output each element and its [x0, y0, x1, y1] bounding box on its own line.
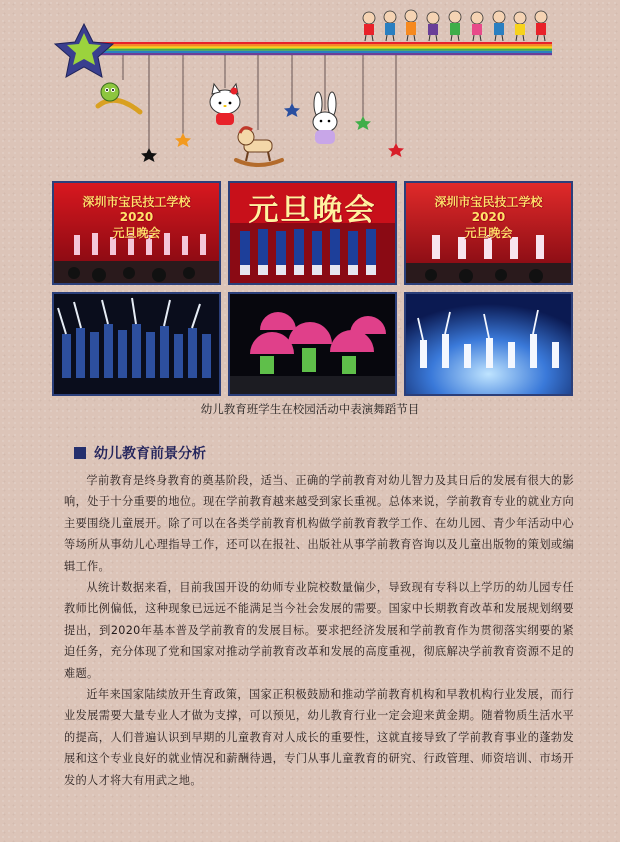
- photo-grid: [52, 181, 573, 403]
- photo-caption: 幼儿教育班学生在校园活动中表演舞蹈节目: [200, 402, 420, 416]
- star-icon: [141, 148, 157, 162]
- performance-photo-3: [404, 181, 573, 285]
- hanging-strings: [123, 55, 396, 150]
- banner-text: 元旦晚会: [248, 193, 377, 228]
- article-body: [64, 470, 574, 791]
- children-parade-icon: [363, 10, 547, 41]
- hello-kitty-icon: [210, 84, 240, 125]
- rocking-horse-icon: [236, 128, 282, 165]
- performance-photo-4: [52, 292, 221, 396]
- star-icon: [355, 116, 371, 130]
- star-icon: [55, 24, 113, 77]
- performance-photo-6: [404, 292, 573, 396]
- performance-photo-2: [228, 181, 397, 285]
- square-bullet-icon: [74, 447, 86, 459]
- rainbow-stripes: [90, 42, 552, 55]
- caterpillar-icon: [98, 83, 140, 112]
- star-icon: [175, 133, 191, 147]
- star-icon: [284, 103, 300, 117]
- photo-row-top: [52, 181, 573, 288]
- banner-text: 深圳市宝民技工学校 2020 元旦晚会: [434, 195, 543, 240]
- section-title: 幼儿教育前景分析: [94, 446, 206, 462]
- paragraph: 学前教育是终身教育的奠基阶段，适当、正确的学前教育对幼儿智力及其日后的发展有很大的影响，处于十分重要的地位。现在学前教育越来越受到家长重视。总体来说，学前教育专业的就业方向主要围绕儿童展开。除了可以在各类学前教育机构做学前教育教学工作、在幼儿园、青少年活动中心等场所从事幼儿心理指导工作，还可以在报社、出版社从事学前教育咨询以及儿童出版物的策划或编辑工作。: [64, 474, 574, 573]
- photo-row-bottom: [52, 292, 573, 399]
- paragraph: 近年来国家陆续放开生育政策，国家正积极鼓励和推动学前教育机构和早教机构行业发展，而行业发展需要大量专业人才做为支撑，可以预见，幼儿教育行业一定会迎来黄金期。随着物质生活水平的提高，人们普遍认识到早期的儿童教育对人成长的重要性，这就直接导致了学前教育事业的蓬勃发展和这个专业良好的就业情况和薪酬待遇，专门从事儿童教育的研究、行政管理、师资培训、市场开发的人才将大有用武之地。: [64, 688, 574, 787]
- paragraph: 从统计数据来看，目前我国开设的幼师专业院校数量偏少，导致现有专科以上学历的幼儿园专任教师比例偏低，这种现象已远远不能满足当今社会发展的需要。国家中长期教育改革和发展规划纲要提出，到2020年基本普及学前教育的发展目标。要求把经济发展和学前教育作为贯彻落实纲要的紧迫任务，充分体现了党和国家对推动学前教育改革和发展的高度重视，彻底解决学前教育资源不足的难题。: [64, 581, 574, 680]
- performance-photo-5: [228, 292, 397, 396]
- header-decoration: [0, 0, 620, 175]
- section-heading: [74, 443, 206, 463]
- star-icon: [388, 143, 404, 157]
- performance-photo-1: [52, 181, 221, 285]
- banner-text: 深圳市宝民技工学校 2020 元旦晚会: [82, 195, 191, 240]
